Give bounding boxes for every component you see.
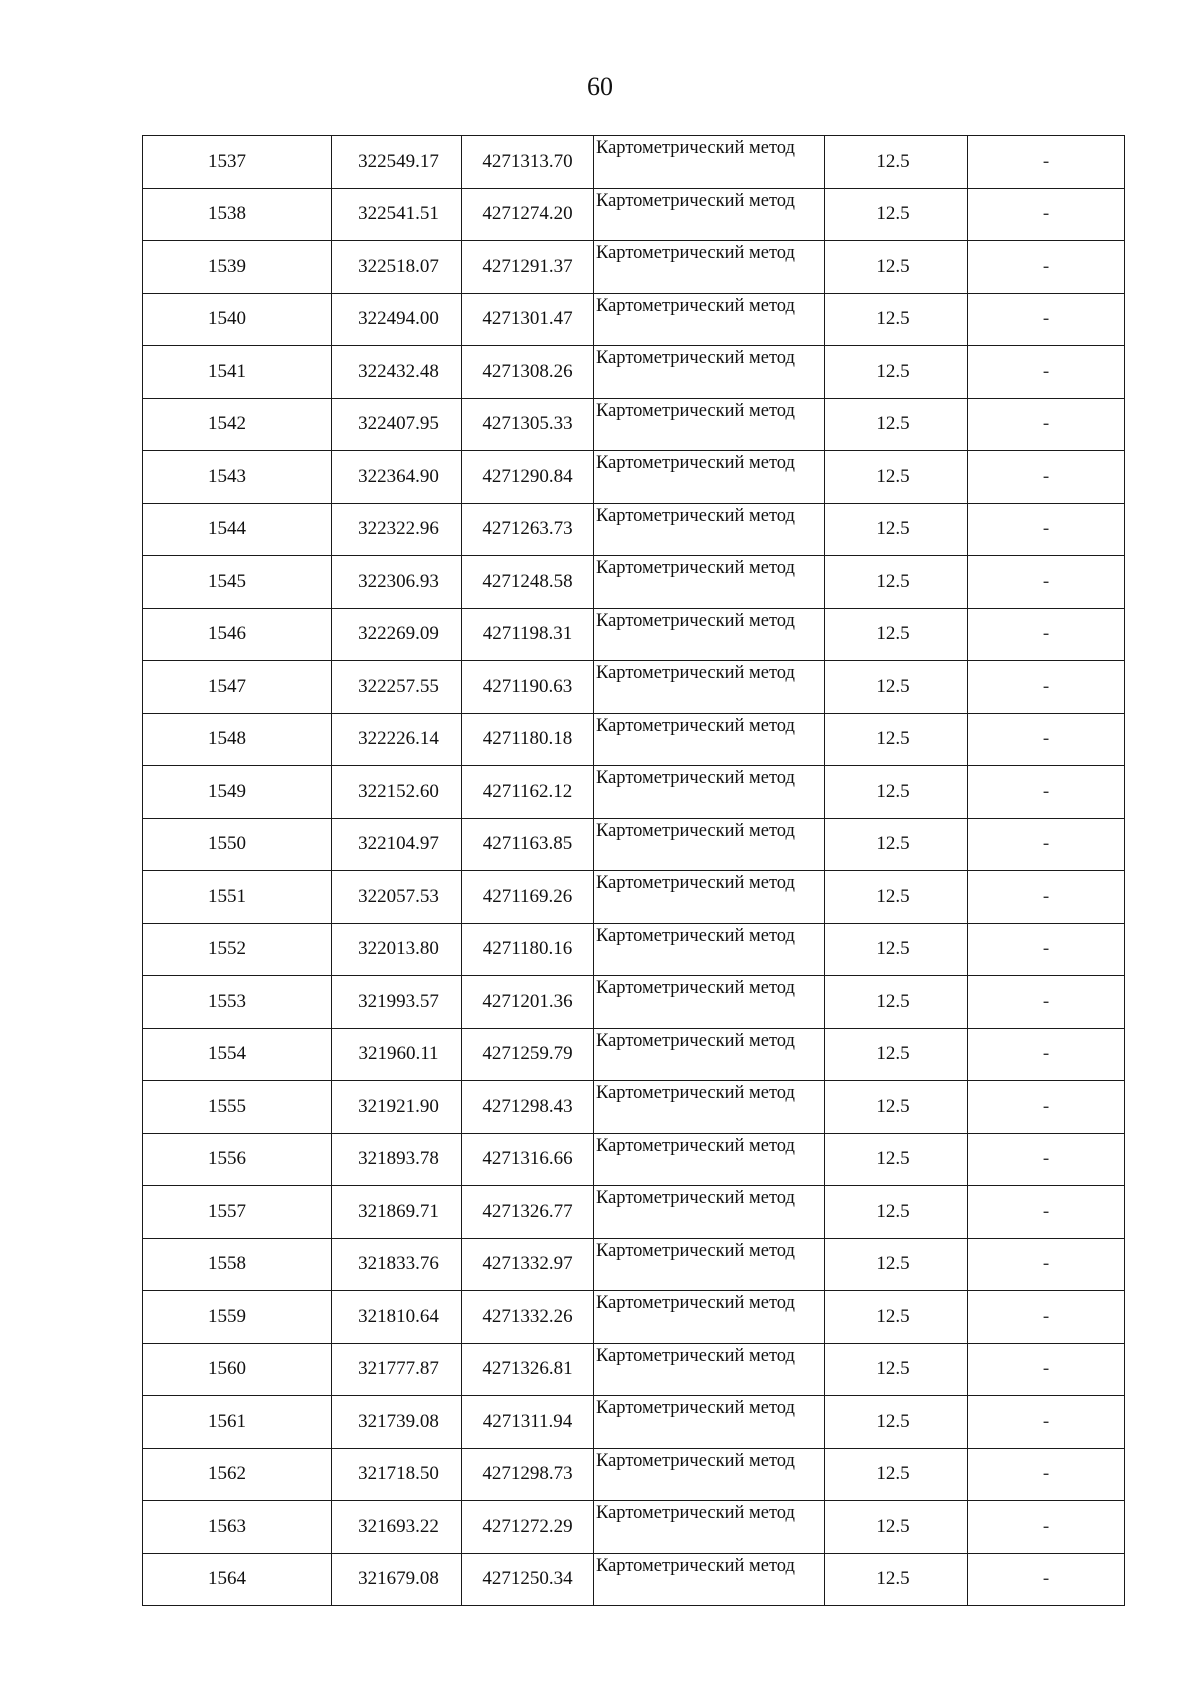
method-cell: Картометрический метод — [594, 1501, 825, 1554]
point-number-cell: 1546 — [143, 608, 332, 661]
point-number-cell: 1564 — [143, 1553, 332, 1606]
note-cell: - — [968, 871, 1125, 924]
method-cell: Картометрический метод — [594, 1553, 825, 1606]
note-cell: - — [968, 923, 1125, 976]
method-cell: Картометрический метод — [594, 661, 825, 714]
point-number-cell: 1559 — [143, 1291, 332, 1344]
y-coordinate-cell: 4271263.73 — [462, 503, 594, 556]
note-cell: - — [968, 1501, 1125, 1554]
note-cell: - — [968, 1396, 1125, 1449]
accuracy-cell: 12.5 — [825, 1291, 968, 1344]
method-cell: Картометрический метод — [594, 451, 825, 504]
y-coordinate-cell: 4271180.16 — [462, 923, 594, 976]
point-number-cell: 1545 — [143, 556, 332, 609]
x-coordinate-cell: 322518.07 — [332, 241, 462, 294]
method-cell: Картометрический метод — [594, 1238, 825, 1291]
accuracy-cell: 12.5 — [825, 661, 968, 714]
accuracy-cell: 12.5 — [825, 1238, 968, 1291]
y-coordinate-cell: 4271313.70 — [462, 136, 594, 189]
note-cell: - — [968, 713, 1125, 766]
accuracy-cell: 12.5 — [825, 1501, 968, 1554]
method-cell: Картометрический метод — [594, 713, 825, 766]
table-row — [143, 818, 1125, 871]
table-row — [143, 1028, 1125, 1081]
note-cell: - — [968, 136, 1125, 189]
x-coordinate-cell: 322322.96 — [332, 503, 462, 556]
x-coordinate-cell: 321739.08 — [332, 1396, 462, 1449]
y-coordinate-cell: 4271272.29 — [462, 1501, 594, 1554]
accuracy-cell: 12.5 — [825, 1553, 968, 1606]
y-coordinate-cell: 4271162.12 — [462, 766, 594, 819]
method-cell: Картометрический метод — [594, 136, 825, 189]
x-coordinate-cell: 322407.95 — [332, 398, 462, 451]
table-row — [143, 556, 1125, 609]
point-number-cell: 1552 — [143, 923, 332, 976]
point-number-cell: 1539 — [143, 241, 332, 294]
point-number-cell: 1541 — [143, 346, 332, 399]
point-number-cell: 1548 — [143, 713, 332, 766]
note-cell: - — [968, 556, 1125, 609]
y-coordinate-cell: 4271291.37 — [462, 241, 594, 294]
note-cell: - — [968, 661, 1125, 714]
coordinates-table — [142, 135, 1125, 1606]
x-coordinate-cell: 322549.17 — [332, 136, 462, 189]
accuracy-cell: 12.5 — [825, 871, 968, 924]
table-row — [143, 1501, 1125, 1554]
x-coordinate-cell: 322306.93 — [332, 556, 462, 609]
note-cell: - — [968, 188, 1125, 241]
accuracy-cell: 12.5 — [825, 293, 968, 346]
table-row — [143, 293, 1125, 346]
table-row — [143, 398, 1125, 451]
point-number-cell: 1557 — [143, 1186, 332, 1239]
table-row — [143, 346, 1125, 399]
accuracy-cell: 12.5 — [825, 451, 968, 504]
table-row — [143, 1081, 1125, 1134]
x-coordinate-cell: 321869.71 — [332, 1186, 462, 1239]
method-cell: Картометрический метод — [594, 1343, 825, 1396]
table-row — [143, 1133, 1125, 1186]
method-cell: Картометрический метод — [594, 1448, 825, 1501]
table-row — [143, 188, 1125, 241]
x-coordinate-cell: 322152.60 — [332, 766, 462, 819]
y-coordinate-cell: 4271298.43 — [462, 1081, 594, 1134]
accuracy-cell: 12.5 — [825, 608, 968, 661]
method-cell: Картометрический метод — [594, 1291, 825, 1344]
table-row — [143, 1186, 1125, 1239]
x-coordinate-cell: 322269.09 — [332, 608, 462, 661]
method-cell: Картометрический метод — [594, 241, 825, 294]
point-number-cell: 1549 — [143, 766, 332, 819]
point-number-cell: 1554 — [143, 1028, 332, 1081]
table-row — [143, 241, 1125, 294]
accuracy-cell: 12.5 — [825, 398, 968, 451]
note-cell: - — [968, 398, 1125, 451]
y-coordinate-cell: 4271290.84 — [462, 451, 594, 504]
point-number-cell: 1544 — [143, 503, 332, 556]
method-cell: Картометрический метод — [594, 766, 825, 819]
point-number-cell: 1547 — [143, 661, 332, 714]
accuracy-cell: 12.5 — [825, 923, 968, 976]
method-cell: Картометрический метод — [594, 503, 825, 556]
table-row — [143, 503, 1125, 556]
note-cell: - — [968, 608, 1125, 661]
point-number-cell: 1561 — [143, 1396, 332, 1449]
point-number-cell: 1555 — [143, 1081, 332, 1134]
note-cell: - — [968, 976, 1125, 1029]
accuracy-cell: 12.5 — [825, 1343, 968, 1396]
x-coordinate-cell: 322057.53 — [332, 871, 462, 924]
y-coordinate-cell: 4271316.66 — [462, 1133, 594, 1186]
y-coordinate-cell: 4271250.34 — [462, 1553, 594, 1606]
table-row — [143, 923, 1125, 976]
y-coordinate-cell: 4271301.47 — [462, 293, 594, 346]
accuracy-cell: 12.5 — [825, 1081, 968, 1134]
y-coordinate-cell: 4271332.26 — [462, 1291, 594, 1344]
x-coordinate-cell: 321993.57 — [332, 976, 462, 1029]
y-coordinate-cell: 4271326.77 — [462, 1186, 594, 1239]
accuracy-cell: 12.5 — [825, 136, 968, 189]
method-cell: Картометрический метод — [594, 608, 825, 661]
note-cell: - — [968, 1081, 1125, 1134]
x-coordinate-cell: 321833.76 — [332, 1238, 462, 1291]
point-number-cell: 1550 — [143, 818, 332, 871]
method-cell: Картометрический метод — [594, 1186, 825, 1239]
x-coordinate-cell: 322364.90 — [332, 451, 462, 504]
x-coordinate-cell: 322013.80 — [332, 923, 462, 976]
accuracy-cell: 12.5 — [825, 241, 968, 294]
y-coordinate-cell: 4271259.79 — [462, 1028, 594, 1081]
method-cell: Картометрический метод — [594, 188, 825, 241]
point-number-cell: 1543 — [143, 451, 332, 504]
table-row — [143, 661, 1125, 714]
accuracy-cell: 12.5 — [825, 556, 968, 609]
accuracy-cell: 12.5 — [825, 1186, 968, 1239]
accuracy-cell: 12.5 — [825, 1028, 968, 1081]
accuracy-cell: 12.5 — [825, 1396, 968, 1449]
x-coordinate-cell: 321960.11 — [332, 1028, 462, 1081]
point-number-cell: 1563 — [143, 1501, 332, 1554]
x-coordinate-cell: 322257.55 — [332, 661, 462, 714]
table-row — [143, 713, 1125, 766]
x-coordinate-cell: 322494.00 — [332, 293, 462, 346]
y-coordinate-cell: 4271201.36 — [462, 976, 594, 1029]
method-cell: Картометрический метод — [594, 1133, 825, 1186]
table-row — [143, 1343, 1125, 1396]
table-row — [143, 1553, 1125, 1606]
y-coordinate-cell: 4271326.81 — [462, 1343, 594, 1396]
table-row — [143, 871, 1125, 924]
note-cell: - — [968, 293, 1125, 346]
table-row — [143, 451, 1125, 504]
x-coordinate-cell: 321718.50 — [332, 1448, 462, 1501]
point-number-cell: 1542 — [143, 398, 332, 451]
point-number-cell: 1562 — [143, 1448, 332, 1501]
y-coordinate-cell: 4271308.26 — [462, 346, 594, 399]
y-coordinate-cell: 4271163.85 — [462, 818, 594, 871]
y-coordinate-cell: 4271190.63 — [462, 661, 594, 714]
note-cell: - — [968, 1238, 1125, 1291]
method-cell: Картометрический метод — [594, 976, 825, 1029]
x-coordinate-cell: 321679.08 — [332, 1553, 462, 1606]
method-cell: Картометрический метод — [594, 1081, 825, 1134]
accuracy-cell: 12.5 — [825, 503, 968, 556]
method-cell: Картометрический метод — [594, 346, 825, 399]
note-cell: - — [968, 1186, 1125, 1239]
table-row — [143, 1238, 1125, 1291]
point-number-cell: 1553 — [143, 976, 332, 1029]
method-cell: Картометрический метод — [594, 871, 825, 924]
method-cell: Картометрический метод — [594, 818, 825, 871]
point-number-cell: 1537 — [143, 136, 332, 189]
x-coordinate-cell: 321777.87 — [332, 1343, 462, 1396]
x-coordinate-cell: 321810.64 — [332, 1291, 462, 1344]
accuracy-cell: 12.5 — [825, 188, 968, 241]
y-coordinate-cell: 4271311.94 — [462, 1396, 594, 1449]
point-number-cell: 1558 — [143, 1238, 332, 1291]
accuracy-cell: 12.5 — [825, 818, 968, 871]
table-row — [143, 1291, 1125, 1344]
point-number-cell: 1560 — [143, 1343, 332, 1396]
y-coordinate-cell: 4271274.20 — [462, 188, 594, 241]
accuracy-cell: 12.5 — [825, 346, 968, 399]
point-number-cell: 1538 — [143, 188, 332, 241]
note-cell: - — [968, 1553, 1125, 1606]
note-cell: - — [968, 1448, 1125, 1501]
table-row — [143, 608, 1125, 661]
method-cell: Картометрический метод — [594, 1396, 825, 1449]
method-cell: Картометрический метод — [594, 398, 825, 451]
y-coordinate-cell: 4271332.97 — [462, 1238, 594, 1291]
accuracy-cell: 12.5 — [825, 976, 968, 1029]
accuracy-cell: 12.5 — [825, 713, 968, 766]
y-coordinate-cell: 4271248.58 — [462, 556, 594, 609]
y-coordinate-cell: 4271180.18 — [462, 713, 594, 766]
note-cell: - — [968, 1291, 1125, 1344]
table-row — [143, 1396, 1125, 1449]
note-cell: - — [968, 1133, 1125, 1186]
table-body — [143, 136, 1125, 1606]
x-coordinate-cell: 321693.22 — [332, 1501, 462, 1554]
y-coordinate-cell: 4271298.73 — [462, 1448, 594, 1501]
x-coordinate-cell: 322104.97 — [332, 818, 462, 871]
note-cell: - — [968, 451, 1125, 504]
point-number-cell: 1551 — [143, 871, 332, 924]
point-number-cell: 1540 — [143, 293, 332, 346]
table-row — [143, 136, 1125, 189]
accuracy-cell: 12.5 — [825, 1448, 968, 1501]
table-row — [143, 766, 1125, 819]
x-coordinate-cell: 321893.78 — [332, 1133, 462, 1186]
table-row — [143, 976, 1125, 1029]
note-cell: - — [968, 503, 1125, 556]
x-coordinate-cell: 322226.14 — [332, 713, 462, 766]
x-coordinate-cell: 322432.48 — [332, 346, 462, 399]
x-coordinate-cell: 321921.90 — [332, 1081, 462, 1134]
note-cell: - — [968, 346, 1125, 399]
x-coordinate-cell: 322541.51 — [332, 188, 462, 241]
note-cell: - — [968, 766, 1125, 819]
y-coordinate-cell: 4271305.33 — [462, 398, 594, 451]
page-number: 60 — [587, 72, 613, 101]
note-cell: - — [968, 1028, 1125, 1081]
y-coordinate-cell: 4271198.31 — [462, 608, 594, 661]
table-row — [143, 1448, 1125, 1501]
y-coordinate-cell: 4271169.26 — [462, 871, 594, 924]
accuracy-cell: 12.5 — [825, 766, 968, 819]
method-cell: Картометрический метод — [594, 923, 825, 976]
accuracy-cell: 12.5 — [825, 1133, 968, 1186]
note-cell: - — [968, 818, 1125, 871]
point-number-cell: 1556 — [143, 1133, 332, 1186]
note-cell: - — [968, 1343, 1125, 1396]
method-cell: Картометрический метод — [594, 293, 825, 346]
note-cell: - — [968, 241, 1125, 294]
method-cell: Картометрический метод — [594, 556, 825, 609]
method-cell: Картометрический метод — [594, 1028, 825, 1081]
